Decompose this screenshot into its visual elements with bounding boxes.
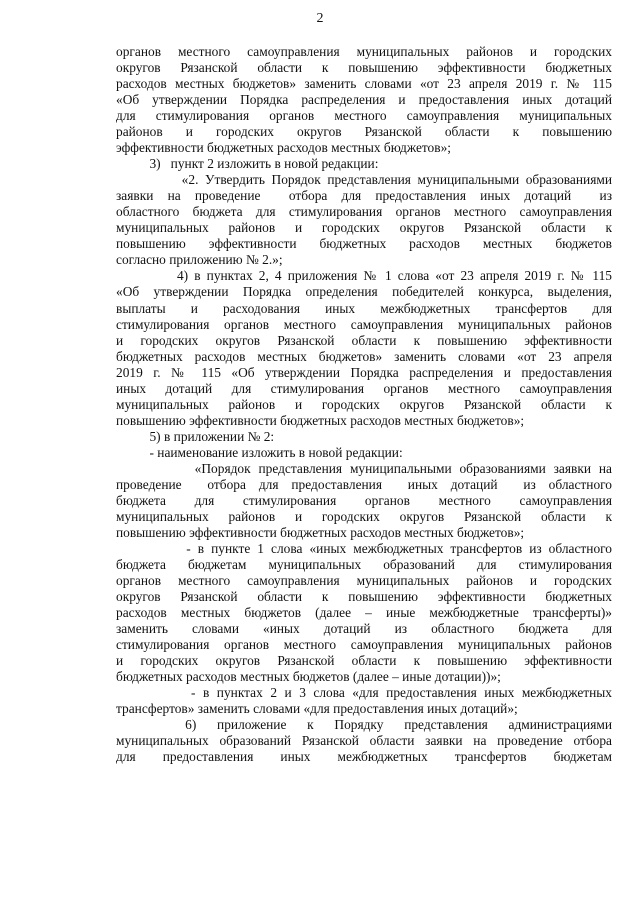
text-line: эффективности бюджетных расходов местных бюджетов»; bbox=[116, 140, 451, 156]
text-line: и городских округов Рязанской области к повышению эффективности bbox=[116, 332, 612, 348]
text-line: 3) пункт 2 изложить в новой редакции: bbox=[116, 156, 379, 172]
text-line: стимулирования органов местного самоуправления муниципальных районов bbox=[116, 316, 612, 332]
text-line: «Об утверждении Порядка распределения и предоставления иных дотаций bbox=[116, 92, 612, 108]
page-number: 2 bbox=[316, 11, 324, 26]
text-line: повышению эффективности бюджетных расходов местных бюджетов»; bbox=[116, 412, 525, 428]
text-line: бюджета бюджетам муниципальных образований для стимулирования bbox=[116, 557, 612, 572]
text-line: - в пунктах 2 и 3 слова «для предоставления иных межбюджетных bbox=[116, 685, 612, 701]
text-line: стимулирования органов местного самоуправления муниципальных районов bbox=[116, 637, 612, 653]
text-line: заменить словами «иных дотаций из областного бюджета для bbox=[116, 621, 612, 637]
text-line: 2019 г. № 115 «Об утверждении Порядка распределения и предоставления bbox=[116, 364, 612, 380]
text-line: «2. Утвердить Порядок представления муниципальными образованиями bbox=[116, 172, 612, 188]
text-line: иных дотаций для стимулирования органов местного самоуправления bbox=[116, 380, 612, 396]
text-line: проведение отбора для предоставления иных дотаций из областного bbox=[116, 476, 612, 492]
text-line: районов и городских округов Рязанской области к повышению bbox=[116, 124, 612, 140]
text-line: и городских округов Рязанской области к повышению эффективности bbox=[116, 653, 612, 669]
text-line: заявки на проведение отбора для предоставления иных дотаций из bbox=[116, 188, 612, 204]
text-line: для предоставления иных межбюджетных трансфертов бюджетам bbox=[116, 749, 612, 765]
text-line: бюджета для стимулирования органов местного самоуправления bbox=[116, 492, 612, 508]
text-line: бюджетных расходов местных бюджетов» заменить словами «от 23 апреля bbox=[116, 348, 612, 364]
text-line: «Об утверждении Порядка определения победителей конкурса, выделения, bbox=[116, 284, 612, 300]
text-line: 6) приложение к Порядку представления администрациями bbox=[116, 717, 612, 733]
text-line: трансфертов» заменить словами «для предоставления иных дотаций»; bbox=[116, 701, 518, 717]
text-line: - наименование изложить в новой редакции: bbox=[116, 444, 403, 460]
text-line: «Порядок представления муниципальными образованиями заявки на bbox=[116, 460, 612, 476]
text-line: - в пункте 1 слова «иных межбюджетных трансфертов из областного bbox=[116, 540, 612, 556]
text-line: органов местного самоуправления муниципальных районов и городских bbox=[116, 44, 612, 59]
text-line: муниципальных образований Рязанской области заявки на проведение отбора bbox=[116, 733, 612, 749]
text-line: согласно приложению № 2.»; bbox=[116, 252, 283, 268]
text-line: расходов местных бюджетов (далее – иные межбюджетные трансферты)» bbox=[116, 605, 612, 621]
text-line: 4) в пунктах 2, 4 приложения № 1 слова «от 23 апреля 2019 г. № 115 bbox=[116, 268, 612, 284]
text-line: округов Рязанской области к повышению эффективности бюджетных bbox=[116, 589, 612, 605]
text-line: повышению эффективности бюджетных расходов местных бюджетов»; bbox=[116, 524, 525, 540]
text-line: расходов местных бюджетов» заменить словами «от 23 апреля 2019 г. № 115 bbox=[116, 76, 612, 92]
document-body bbox=[116, 44, 612, 765]
text-line: областного бюджета для стимулирования органов местного самоуправления bbox=[116, 204, 612, 220]
text-line: муниципальных районов и городских округов Рязанской области к bbox=[116, 508, 612, 524]
text-line: органов местного самоуправления муниципальных районов и городских bbox=[116, 573, 612, 589]
text-line: округов Рязанской области к повышению эффективности бюджетных bbox=[116, 60, 612, 76]
text-line: бюджетных расходов местных бюджетов (далее – иные дотации))»; bbox=[116, 669, 501, 685]
text-line: 5) в приложении № 2: bbox=[116, 428, 275, 444]
text-line: муниципальных районов и городских округов Рязанской области к bbox=[116, 220, 612, 236]
text-line: повышению эффективности бюджетных расходов местных бюджетов bbox=[116, 236, 612, 252]
text-line: выплаты и расходования иных межбюджетных трансфертов для bbox=[116, 300, 612, 316]
text-line: для стимулирования органов местного самоуправления муниципальных bbox=[116, 108, 612, 124]
text-line: муниципальных районов и городских округов Рязанской области к bbox=[116, 396, 612, 412]
